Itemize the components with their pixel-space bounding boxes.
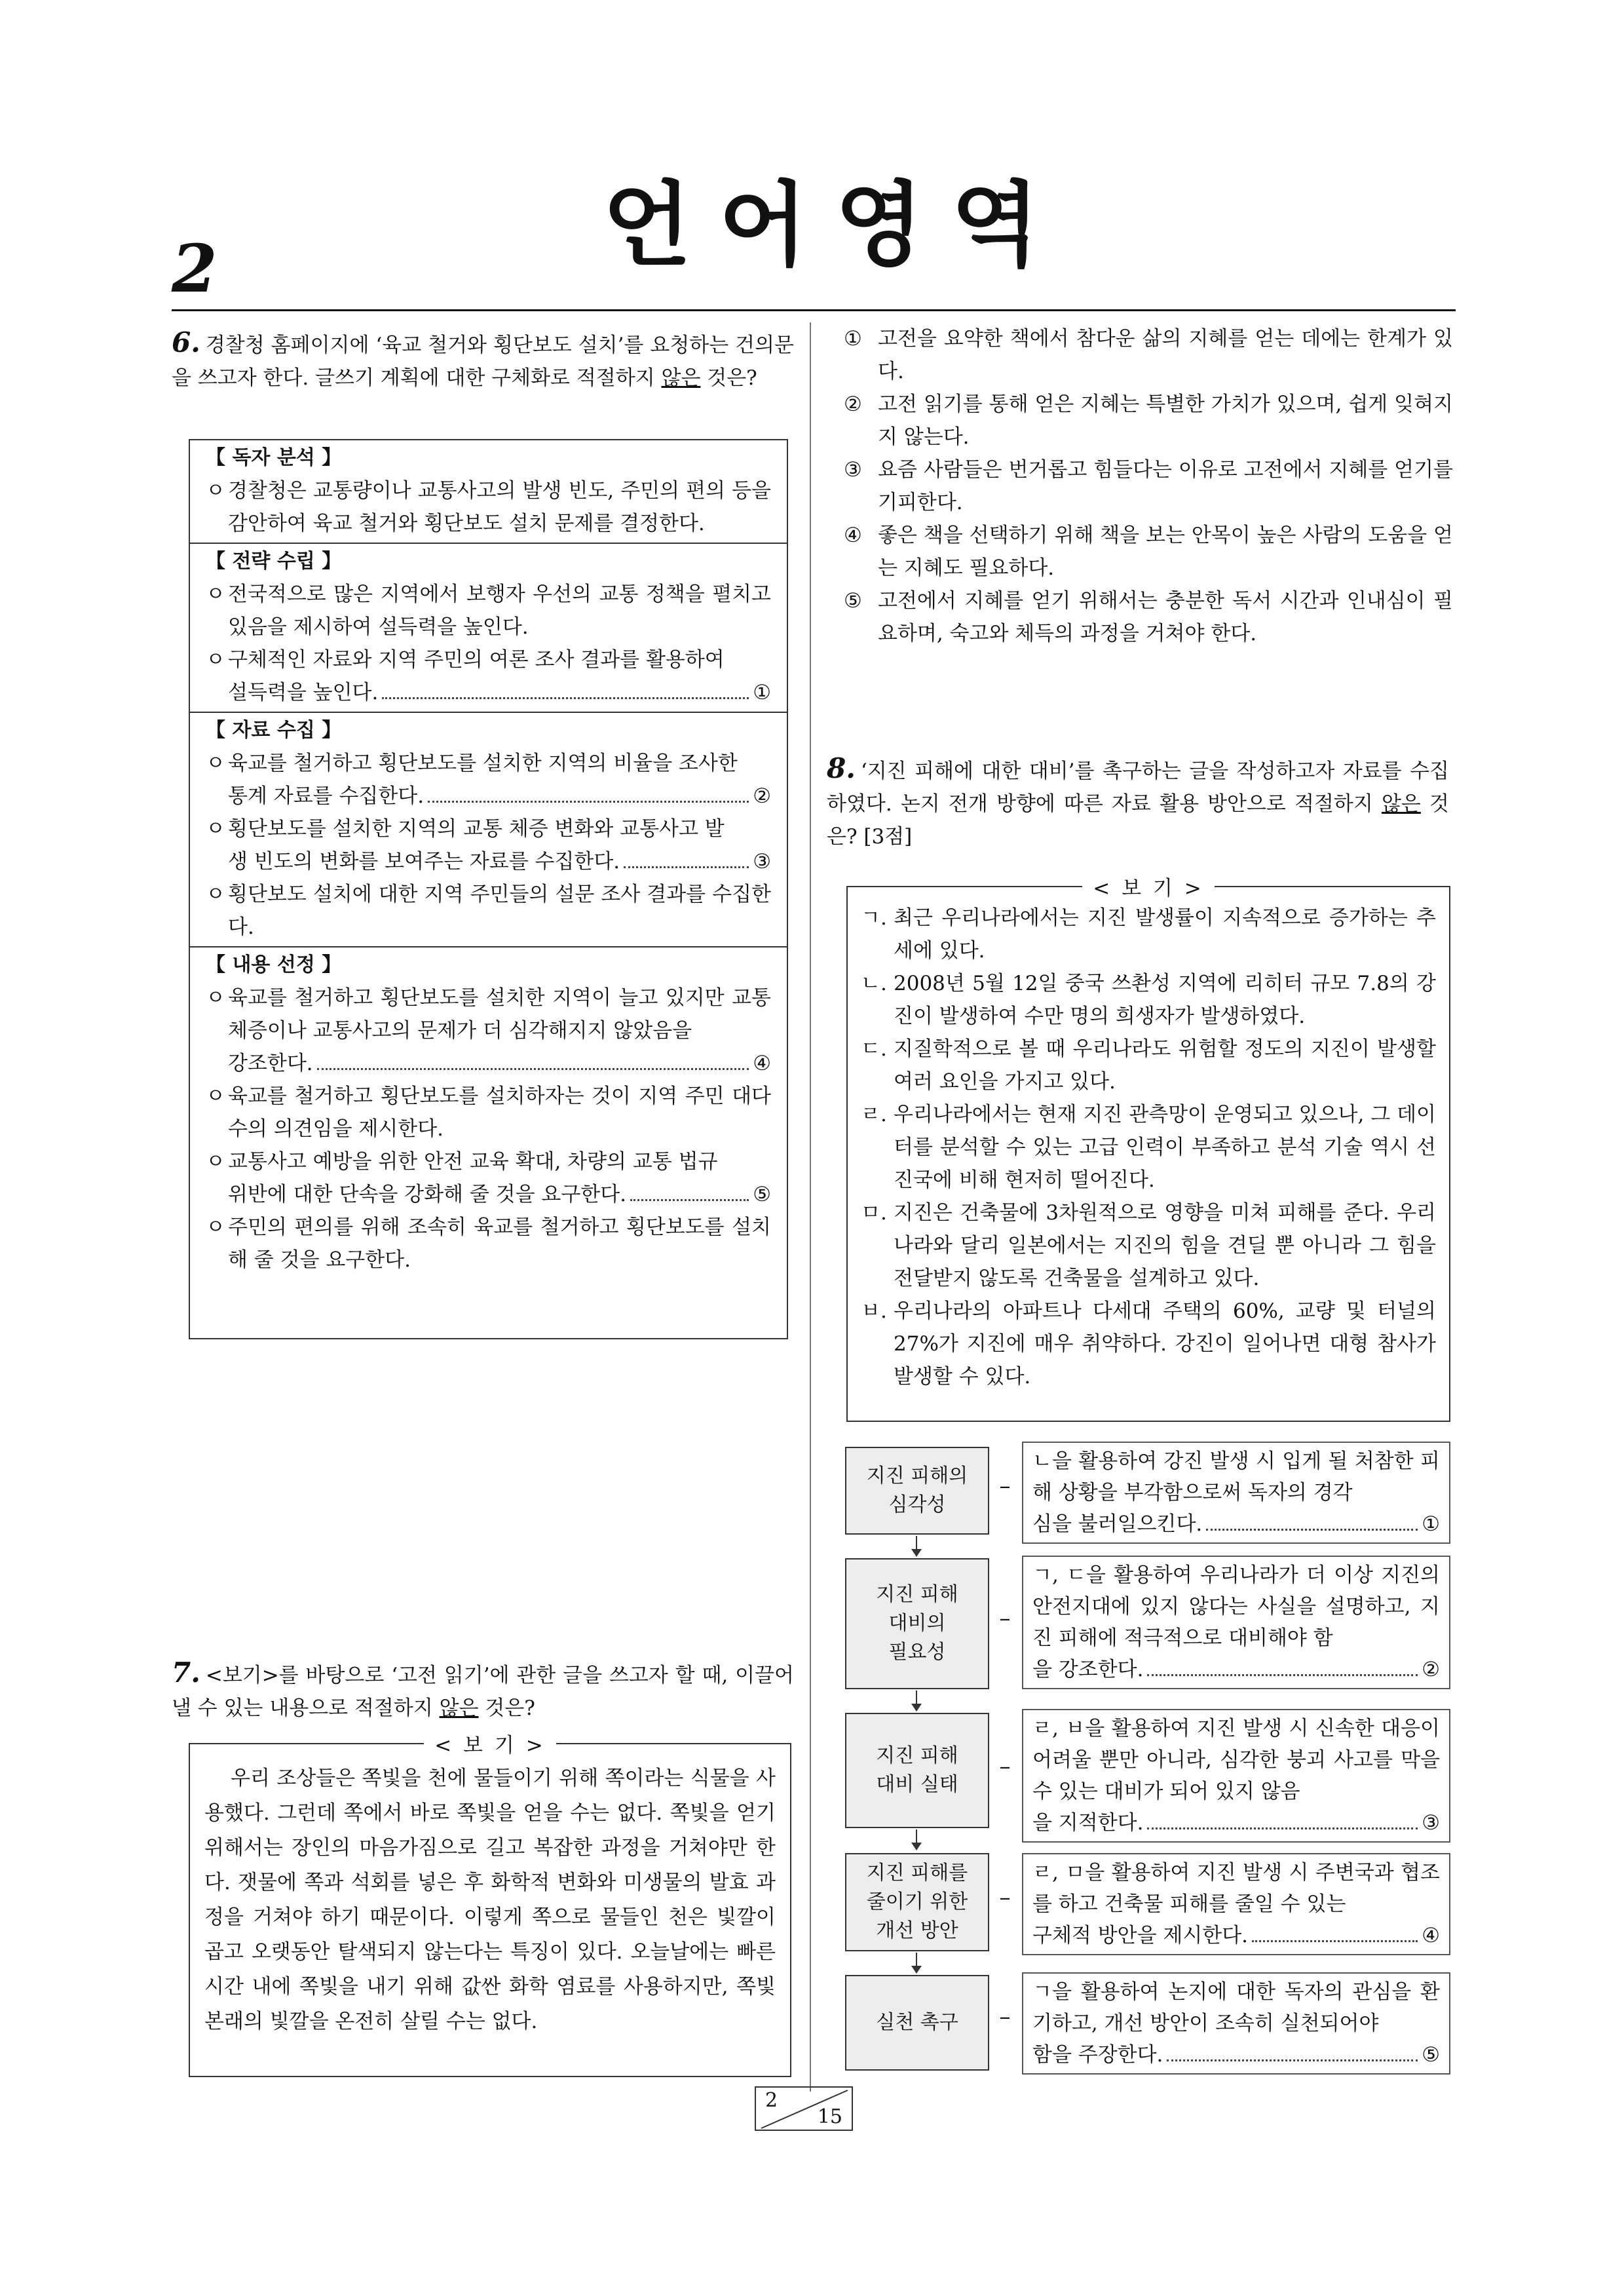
- writing-plan-box: [189, 439, 788, 1339]
- choice-mark: ①: [753, 681, 771, 704]
- stem-text-end: 것은?: [700, 366, 757, 390]
- plan-section-data: [190, 713, 787, 947]
- flow-stage-5: 실천 촉구: [845, 1975, 989, 2071]
- plan-item: [206, 578, 771, 643]
- section-title: 【 내용 선정 】: [206, 953, 342, 976]
- choice-number: ③: [844, 458, 862, 482]
- flow-desc-text-end: 심을 불러일으킨다.: [1032, 1512, 1203, 1536]
- plan-section-reader: [190, 440, 787, 544]
- choice-mark: ⑤: [1422, 2043, 1440, 2067]
- plan-item-text: 주민의 편의를 위해 조속히 육교를 철거하고 횡단보도를 설치해 줄 것을 요구한다.: [228, 1215, 771, 1272]
- choice-mark: ③: [1422, 1811, 1440, 1835]
- flow-dash: –: [999, 1473, 1011, 1499]
- item-key: ㄱ.: [861, 906, 887, 930]
- question-7-stem: [172, 1656, 794, 1725]
- bogi-item: [861, 1295, 1436, 1393]
- item-key: ㄴ.: [861, 972, 887, 995]
- choice-text: 좋은 책을 선택하기 위해 책을 보는 안목이 높은 사람의 도움을 얻는 지혜도 필요하다.: [878, 524, 1453, 580]
- choice-5[interactable]: [844, 584, 1453, 650]
- plan-section-strategy: [190, 544, 787, 713]
- choice-4[interactable]: [844, 519, 1453, 584]
- bullet-mark: ㅇ: [206, 1150, 225, 1174]
- choice-1[interactable]: [844, 322, 1453, 388]
- item-text: 지질학적으로 볼 때 우리나라도 위험할 정도의 지진이 발생할 여러 요인을 가지고 있다.: [894, 1037, 1436, 1094]
- plan-item-text-end: 생 빈도의 변화를 보여주는 자료를 수집한다.: [228, 850, 620, 873]
- flow-option-1[interactable]: [1022, 1442, 1450, 1544]
- flow-stage-3: 지진 피해 대비 실태: [845, 1713, 989, 1828]
- plan-item-text-end: 위반에 대한 단속을 강화해 줄 것을 요구한다.: [228, 1183, 627, 1206]
- choice-mark: ①: [1422, 1512, 1440, 1536]
- q7-choices: [844, 322, 1453, 650]
- plan-item-text: 육교를 철거하고 횡단보도를 설치한 지역의 비율을 조사한: [228, 752, 738, 775]
- page-counter: [755, 2086, 853, 2131]
- bullet-mark: ㅇ: [206, 648, 225, 672]
- question-8-stem: [827, 752, 1449, 853]
- plan-item-text: 육교를 철거하고 횡단보도를 설치한 지역이 늘고 있지만 교통 체증이나 교통사고의 문제가 더 심각해지지 않았음을: [228, 986, 771, 1043]
- flow-desc-text: ㄱ을 활용하여 논지에 대한 독자의 관심을 환기하고, 개선 방안이 조속히 실천되어야: [1032, 1980, 1440, 2035]
- choice-number: ⑤: [844, 589, 862, 613]
- choice-text: 고전 읽기를 통해 얻은 지혜는 특별한 가치가 있으며, 쉽게 잊혀지지 않는다.: [878, 392, 1453, 449]
- choice-3[interactable]: [844, 453, 1453, 519]
- choice-text: 고전에서 지혜를 얻기 위해서는 충분한 독서 시간과 인내심이 필요하며, 숙고와 체득의 과정을 거쳐야 한다.: [878, 589, 1453, 645]
- item-text: 최근 우리나라에서는 지진 발생률이 지속적으로 증가하는 추세에 있다.: [894, 906, 1436, 963]
- page-title: 언어영역: [603, 172, 1067, 279]
- plan-item: [206, 1211, 771, 1276]
- item-text: 지진은 건축물에 3차원적으로 영향을 미쳐 피해를 준다. 우리나라와 달리 일본에서는 지진의 힘을 견딜 뿐 아니라 그 힘을 전달받지 않도록 건축물을 설계하고 있다.: [894, 1201, 1436, 1290]
- stem-text-end: 것은?: [478, 1696, 535, 1720]
- choice-mark: ④: [1422, 1924, 1440, 1947]
- plan-item-text: 경찰청은 교통량이나 교통사고의 발생 빈도, 주민의 편의 등을 감안하여 육교 철거와 횡단보도 설치 문제를 결정한다.: [228, 479, 771, 535]
- stem-text: ‘지진 피해에 대한 대비’를 촉구하는 글을 작성하고자 자료를 수집하였다. 논지 전개 방향에 따른 자료 활용 방안으로 적절하지: [827, 759, 1449, 816]
- choice-mark: ③: [753, 850, 771, 873]
- bullet-mark: ㅇ: [206, 986, 225, 1010]
- bogi-item: [861, 1033, 1436, 1098]
- stem-text: 경찰청 홈페이지에 ‘육교 철거와 횡단보도 설치’를 요청하는 건의문을 쓰고자 한다. 글쓰기 계획에 대한 구체화로 적절하지: [172, 334, 794, 390]
- bullet-mark: ㅇ: [206, 817, 225, 841]
- header-rule: [172, 309, 1456, 311]
- flow-option-5[interactable]: [1022, 1972, 1450, 2075]
- plan-item-choice-3: [206, 813, 771, 878]
- plan-item-text-end: 강조한다.: [228, 1052, 313, 1075]
- plan-item-text: 횡단보도를 설치한 지역의 교통 체증 변화와 교통사고 발: [228, 817, 725, 841]
- plan-item-text: 전국적으로 많은 지역에서 보행자 우선의 교통 정책을 펼치고 있음을 제시하여 설득력을 높인다.: [228, 583, 771, 639]
- flow-desc-text-end: 함을 주장한다.: [1032, 2043, 1163, 2067]
- bogi-passage: 우리 조상들은 쪽빛을 천에 물들이기 위해 쪽이라는 식물을 사용했다. 그런데 쪽에서 바로 쪽빛을 얻을 수는 없다. 쪽빛을 얻기 위해서는 장인의 마음가짐으로 길고 복잡한 과정을 거쳐야만 한다. 잿물에 쪽과 석회를 넣은 후 화학적 변화와 미생물의 발효 과정을 거쳐야 하기 때문이다. 이렇게 쪽으로 물들인 천은 빛깔이 곱고 오랫동안 탈색되지 않는다는 특징이 있다. 오늘날에는 빠른 시간 내에 쪽빛을 내기 위해 값싼 화학 염료를 사용하지만, 쪽빛 본래의 빛깔을 온전히 살릴 수는 없다.: [204, 1767, 776, 2033]
- choice-mark: ②: [753, 784, 771, 808]
- bullet-mark: ㅇ: [206, 1084, 225, 1108]
- choice-number: ②: [844, 392, 862, 416]
- flow-desc-text: ㄹ, ㅁ을 활용하여 지진 발생 시 주변국과 협조를 하고 건축물 피해를 줄일 수 있는: [1032, 1861, 1440, 1916]
- stem-text: <보기>를 바탕으로 ‘고전 읽기’에 관한 글을 쓰고자 할 때, 이끌어 낼 수 있는 내용으로 적절하지: [172, 1664, 794, 1720]
- item-key: ㅂ.: [861, 1299, 887, 1323]
- flow-dash: –: [999, 1753, 1011, 1780]
- plan-item-choice-5: [206, 1145, 771, 1211]
- flow-stage-1: 지진 피해의 심각성: [845, 1447, 989, 1535]
- q7-bogi-box: [189, 1734, 791, 2077]
- plan-item-text: 교통사고 예방을 위한 안전 교육 확대, 차량의 교통 법규: [228, 1150, 718, 1174]
- leader-dots: [624, 866, 749, 868]
- flow-desc-text-end: 구체적 방안을 제시한다.: [1032, 1924, 1249, 1947]
- plan-item-choice-1: [206, 643, 771, 709]
- section-title: 【 자료 수집 】: [206, 719, 342, 742]
- leader-dots: [1147, 1827, 1418, 1829]
- bogi-title: < 보 기 >: [424, 1734, 556, 1757]
- choice-text: 요즘 사람들은 번거롭고 힘들다는 이유로 고전에서 지혜를 얻기를 기피한다.: [878, 458, 1453, 514]
- plan-item: [206, 1080, 771, 1145]
- bogi-item: [861, 1196, 1436, 1295]
- leader-dots: [630, 1199, 749, 1201]
- flow-desc-text: ㄹ, ㅂ을 활용하여 지진 발생 시 신속한 대응이 어려울 뿐만 아니라, 심각한 붕괴 사고를 막을 수 있는 대비가 되어 있지 않음: [1032, 1717, 1440, 1803]
- stem-negation: 않은: [1381, 792, 1421, 816]
- section-title: 【 독자 분석 】: [206, 446, 342, 469]
- down-arrow-icon: [916, 1536, 917, 1556]
- leader-dots: [1206, 1529, 1418, 1531]
- flow-desc-text-end: 을 강조한다.: [1032, 1658, 1144, 1681]
- down-arrow-icon: [916, 1691, 917, 1710]
- choice-number: ①: [844, 327, 862, 351]
- plan-item-text-end: 설득력을 높인다.: [228, 681, 379, 704]
- plan-item-text: 횡단보도 설치에 대한 지역 주민들의 설문 조사 결과를 수집한다.: [228, 883, 771, 939]
- bullet-mark: ㅇ: [206, 1215, 225, 1239]
- choice-mark: ④: [753, 1052, 771, 1075]
- flow-desc-text: ㄱ, ㄷ을 활용하여 우리나라가 더 이상 지진의 안전지대에 있지 않다는 사실을 설명하고, 지진 피해에 적극적으로 대비해야 함: [1032, 1563, 1440, 1650]
- item-text: 2008년 5월 12일 중국 쓰촨성 지역에 리히터 규모 7.8의 강진이 발생하여 수만 명의 희생자가 발생하였다.: [894, 972, 1436, 1028]
- column-divider: [810, 322, 811, 2092]
- leader-dots: [317, 1068, 749, 1070]
- bullet-mark: ㅇ: [206, 583, 225, 606]
- leader-dots: [1147, 1674, 1418, 1676]
- bullet-mark: ㅇ: [206, 752, 225, 775]
- question-number: 6.: [172, 326, 200, 358]
- down-arrow-icon: [916, 1829, 917, 1849]
- flow-desc-text: ㄴ을 활용하여 강진 발생 시 입게 될 처참한 피해 상황을 부각함으로써 독자의 경각: [1032, 1449, 1440, 1504]
- plan-item-choice-4: [206, 982, 771, 1080]
- leader-dots: [382, 697, 749, 699]
- choice-mark: ②: [1422, 1658, 1440, 1681]
- bogi-item: [861, 1098, 1436, 1196]
- flow-desc-text-end: 을 지적한다.: [1032, 1811, 1144, 1835]
- item-key: ㅁ.: [861, 1201, 887, 1225]
- bogi-title: < 보 기 >: [1082, 877, 1214, 900]
- leader-dots: [1167, 2059, 1418, 2061]
- bullet-mark: ㅇ: [206, 479, 225, 503]
- question-number: 8.: [827, 752, 856, 784]
- plan-item-choice-2: [206, 747, 771, 813]
- down-arrow-icon: [916, 1953, 917, 1972]
- flow-stage-4: 지진 피해를 줄이기 위한 개선 방안: [845, 1853, 989, 1951]
- question-number: 7.: [172, 1656, 200, 1689]
- choice-text: 고전을 요약한 책에서 참다운 삶의 지혜를 얻는 데에는 한계가 있다.: [878, 327, 1453, 383]
- plan-section-content: [190, 947, 787, 1279]
- plan-item-text: 구체적인 자료와 지역 주민의 여론 조사 결과를 활용하여: [228, 648, 725, 672]
- bogi-item: [861, 967, 1436, 1033]
- stem-negation: 않은: [439, 1696, 479, 1720]
- page-number: 2: [172, 230, 217, 307]
- choice-mark: ⑤: [753, 1183, 771, 1206]
- flow-dash: –: [999, 1885, 1011, 1911]
- question-6-stem: [172, 326, 794, 394]
- stem-negation: 않은: [661, 366, 701, 390]
- item-text: 우리나라에서는 현재 지진 관측망이 운영되고 있으나, 그 데이터를 분석할 수 있는 고급 인력이 부족하고 분석 기술 역시 선진국에 비해 현저히 떨어진다.: [894, 1103, 1436, 1192]
- flow-option-4[interactable]: [1022, 1853, 1450, 1955]
- bogi-item: [861, 902, 1436, 967]
- q8-bogi-box: [846, 877, 1450, 1422]
- choice-2[interactable]: [844, 388, 1453, 453]
- stem-text-end: 것은? [3점]: [827, 792, 1449, 849]
- current-page: 2: [765, 2089, 778, 2112]
- item-key: ㄹ.: [861, 1103, 887, 1126]
- flow-option-3[interactable]: [1022, 1709, 1450, 1843]
- plan-item: [206, 474, 771, 540]
- leader-dots: [428, 801, 749, 803]
- flow-stage-2: 지진 피해 대비의 필요성: [845, 1558, 989, 1689]
- flow-dash: –: [999, 1605, 1011, 1632]
- choice-number: ④: [844, 524, 862, 547]
- section-title: 【 전략 수립 】: [206, 550, 342, 573]
- plan-item: [206, 878, 771, 944]
- flow-option-2[interactable]: [1022, 1556, 1450, 1689]
- total-pages: 15: [817, 2105, 842, 2128]
- item-text: 우리나라의 아파트나 다세대 주택의 60%, 교량 및 터널의 27%가 지진에 매우 취약하다. 강진이 일어나면 대형 참사가 발생할 수 있다.: [894, 1299, 1436, 1388]
- item-key: ㄷ.: [861, 1037, 887, 1061]
- flow-dash: –: [999, 2004, 1011, 2030]
- bullet-mark: ㅇ: [206, 883, 225, 906]
- leader-dots: [1252, 1940, 1418, 1942]
- plan-item-text: 육교를 철거하고 횡단보도를 설치하자는 것이 지역 주민 대다수의 의견임을 제시한다.: [228, 1084, 771, 1141]
- plan-item-text-end: 통계 자료를 수집한다.: [228, 784, 425, 808]
